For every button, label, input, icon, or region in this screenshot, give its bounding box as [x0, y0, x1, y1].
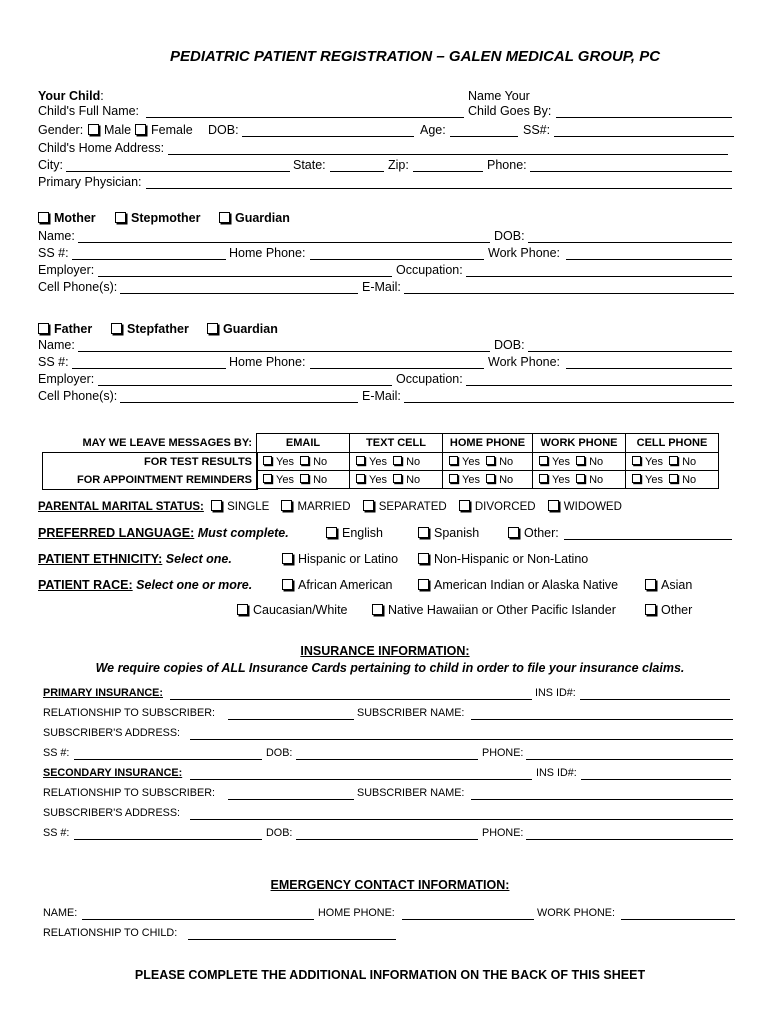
column-header: TEXT CELL [350, 434, 443, 453]
father-ss-label: SS #: [38, 355, 69, 369]
secondary-insurance-field[interactable] [190, 779, 532, 780]
primary-relationship-label: RELATIONSHIP TO SUBSCRIBER: [43, 707, 215, 719]
primary-dob-field[interactable] [296, 759, 478, 760]
yes-no-cell[interactable]: Yes No [626, 471, 719, 489]
secondary-subscriber-address-label: SUBSCRIBER'S ADDRESS: [43, 807, 181, 819]
checkbox-icon [237, 604, 248, 615]
messages-table [42, 433, 719, 489]
checkbox-icon[interactable] [356, 456, 365, 465]
mother-dob-field[interactable] [528, 242, 732, 243]
emergency-home-phone-field[interactable] [402, 919, 534, 920]
checkbox-icon [372, 604, 383, 615]
father-home-phone-label: Home Phone: [229, 355, 306, 369]
mother-occupation-label: Occupation: [396, 263, 463, 277]
checkbox-icon [111, 323, 122, 334]
phone-field[interactable] [530, 171, 732, 172]
primary-subscriber-name-field[interactable] [471, 719, 733, 720]
primary-ins-id-field[interactable] [580, 699, 730, 700]
primary-ss-label: SS #: [43, 747, 70, 759]
footer-note: PLEASE COMPLETE THE ADDITIONAL INFORMATION ON THE BACK OF THIS SHEET [134, 968, 646, 982]
checkbox-icon[interactable] [632, 474, 641, 483]
goes-by-label: Child Goes By: [468, 104, 552, 118]
checkbox-icon [508, 527, 519, 538]
city-field[interactable] [66, 171, 290, 172]
checkbox-icon [418, 579, 429, 590]
ethnicity-label: PATIENT ETHNICITY: Select one. [38, 552, 232, 566]
secondary-dob-label: DOB: [266, 827, 293, 839]
mother-cell-label: Cell Phone(s): [38, 280, 118, 294]
column-header: HOME PHONE [443, 434, 533, 453]
physician-label: Primary Physician: [38, 175, 142, 189]
checkbox-icon [38, 212, 49, 223]
ethnicity-option[interactable]: Non-Hispanic or Non-Latino [418, 552, 588, 566]
father-ss-field[interactable] [72, 368, 226, 369]
yes-no-cell[interactable]: Yes No [626, 453, 719, 471]
checkbox-icon [326, 527, 337, 538]
female-option[interactable]: Female [135, 123, 193, 137]
father-employer-label: Employer: [38, 372, 95, 386]
emergency-relationship-label: RELATIONSHIP TO CHILD: [43, 927, 178, 939]
ss-field[interactable] [554, 136, 734, 137]
page-title: PEDIATRIC PATIENT REGISTRATION – GALEN MEDICAL GROUP, PC [170, 48, 661, 65]
checkbox-icon[interactable] [449, 474, 458, 483]
messages-question: MAY WE LEAVE MESSAGES BY: [82, 437, 252, 449]
father-occupation-field[interactable] [466, 385, 732, 386]
stepfather-option[interactable]: Stepfather [111, 322, 189, 336]
checkbox-icon[interactable] [539, 456, 548, 465]
column-header: EMAIL [257, 434, 350, 453]
phone-label: Phone: [487, 158, 527, 172]
mother-home-phone-field[interactable] [310, 259, 484, 260]
checkbox-icon[interactable] [669, 456, 678, 465]
checkbox-icon [459, 500, 470, 511]
checkbox-icon[interactable] [300, 474, 309, 483]
mother-dob-label: DOB: [494, 229, 525, 243]
full-name-field[interactable] [146, 117, 464, 118]
male-option[interactable]: Male [88, 123, 131, 137]
yes-no-cell[interactable]: Yes No [533, 471, 626, 489]
primary-insurance-field[interactable] [170, 699, 532, 700]
secondary-phone-label: PHONE: [482, 827, 524, 839]
checkbox-icon [281, 500, 292, 511]
mother-ss-label: SS #: [38, 246, 69, 260]
yes-no-cell[interactable]: Yes No [533, 453, 626, 471]
checkbox-icon[interactable] [356, 474, 365, 483]
father-name-label: Name: [38, 338, 75, 352]
father-work-phone-field[interactable] [566, 368, 732, 369]
primary-dob-label: DOB: [266, 747, 293, 759]
yes-no-cell[interactable]: Yes No [350, 471, 443, 489]
marital-option[interactable]: MARRIED [281, 501, 350, 513]
father-option[interactable]: Father [38, 322, 92, 336]
dob-field[interactable] [242, 136, 414, 137]
mother-work-phone-field[interactable] [566, 259, 732, 260]
gender-label: Gender: [38, 123, 84, 137]
father-cell-field[interactable] [120, 402, 358, 403]
primary-ins-id-label: INS ID#: [535, 687, 576, 699]
secondary-ss-field[interactable] [74, 839, 262, 840]
emergency-name-field[interactable] [82, 919, 314, 920]
father-email-field[interactable] [404, 402, 734, 403]
row-label: FOR APPOINTMENT REMINDERS [77, 473, 252, 486]
father-dob-field[interactable] [528, 351, 732, 352]
checkbox-icon [418, 553, 429, 564]
language-other-field[interactable] [564, 539, 732, 540]
checkbox-icon [115, 212, 126, 223]
home-address-label: Child's Home Address: [38, 141, 165, 155]
checkbox-icon [282, 553, 293, 564]
name-your-label: Name Your [468, 89, 530, 103]
race-option[interactable]: American Indian or Alaska Native [418, 578, 618, 592]
emergency-relationship-field[interactable] [188, 939, 396, 940]
secondary-ins-id-field[interactable] [581, 779, 731, 780]
mother-option[interactable]: Mother [38, 211, 96, 225]
primary-subscriber-address-field[interactable] [190, 739, 733, 740]
mother-work-phone-label: Work Phone: [488, 246, 561, 260]
emergency-heading: EMERGENCY CONTACT INFORMATION: [270, 878, 510, 892]
zip-label: Zip: [388, 158, 409, 172]
checkbox-icon[interactable] [486, 474, 495, 483]
checkbox-icon [363, 500, 374, 511]
zip-field[interactable] [413, 171, 483, 172]
checkbox-icon[interactable] [393, 474, 402, 483]
secondary-insurance-label: SECONDARY INSURANCE: [43, 767, 183, 779]
checkbox-icon[interactable] [263, 474, 272, 483]
yes-no-cell[interactable]: Yes No [443, 471, 533, 489]
stepmother-option[interactable]: Stepmother [115, 211, 200, 225]
language-label: PREFERRED LANGUAGE: Must complete. [38, 526, 289, 540]
checkbox-icon[interactable] [486, 456, 495, 465]
father-guardian-option[interactable]: Guardian [207, 322, 278, 336]
ethnicity-option[interactable]: Hispanic or Latino [282, 552, 398, 566]
primary-subscriber-address-label: SUBSCRIBER'S ADDRESS: [43, 727, 181, 739]
father-dob-label: DOB: [494, 338, 525, 352]
secondary-subscriber-address-field[interactable] [190, 819, 733, 820]
checkbox-icon[interactable] [632, 456, 641, 465]
secondary-ins-id-label: INS ID#: [536, 767, 577, 779]
row-label: FOR TEST RESULTS [144, 455, 252, 468]
father-home-phone-field[interactable] [310, 368, 484, 369]
column-header: WORK PHONE [533, 434, 626, 453]
emergency-work-phone-label: WORK PHONE: [537, 907, 615, 919]
insurance-heading: INSURANCE INFORMATION: [300, 644, 470, 658]
marital-option[interactable]: SEPARATED [363, 501, 447, 513]
city-label: City: [38, 158, 63, 172]
checkbox-icon [548, 500, 559, 511]
secondary-subscriber-name-label: SUBSCRIBER NAME: [357, 787, 465, 799]
primary-relationship-field[interactable] [228, 719, 354, 720]
mother-email-label: E-Mail: [362, 280, 401, 294]
mother-employer-field[interactable] [98, 276, 392, 277]
race-option[interactable]: Asian [645, 578, 692, 592]
yes-no-cell[interactable]: Yes No [350, 453, 443, 471]
mother-cell-field[interactable] [120, 293, 358, 294]
checkbox-icon[interactable] [393, 456, 402, 465]
checkbox-icon [418, 527, 429, 538]
checkbox-icon[interactable] [300, 456, 309, 465]
primary-insurance-label: PRIMARY INSURANCE: [43, 687, 163, 699]
primary-phone-label: PHONE: [482, 747, 524, 759]
mother-occupation-field[interactable] [466, 276, 732, 277]
primary-subscriber-name-label: SUBSCRIBER NAME: [357, 707, 465, 719]
yes-no-cell[interactable]: Yes No [443, 453, 533, 471]
physician-field[interactable] [146, 188, 732, 189]
age-label: Age: [420, 123, 446, 137]
father-name-field[interactable] [78, 351, 490, 352]
home-address-field[interactable] [168, 154, 728, 155]
mother-ss-field[interactable] [72, 259, 226, 260]
language-option[interactable]: Spanish [418, 526, 479, 540]
checkbox-icon [88, 124, 99, 135]
father-occupation-label: Occupation: [396, 372, 463, 386]
mother-email-field[interactable] [404, 293, 734, 294]
marital-option[interactable]: SINGLE [211, 501, 269, 513]
marital-option[interactable]: DIVORCED [459, 501, 536, 513]
checkbox-icon[interactable] [539, 474, 548, 483]
state-label: State: [293, 158, 326, 172]
race-option[interactable]: African American [282, 578, 392, 592]
marital-row [38, 500, 622, 513]
checkbox-icon[interactable] [669, 474, 678, 483]
marital-label: PARENTAL MARITAL STATUS: [38, 501, 204, 513]
language-option[interactable]: Other: [508, 526, 559, 540]
mother-name-label: Name: [38, 229, 75, 243]
age-field[interactable] [450, 136, 518, 137]
secondary-phone-field[interactable] [526, 839, 733, 840]
column-header: CELL PHONE [626, 434, 719, 453]
ss-label: SS#: [523, 123, 551, 137]
checkbox-icon [645, 579, 656, 590]
secondary-subscriber-name-field[interactable] [471, 799, 733, 800]
secondary-ss-label: SS #: [43, 827, 70, 839]
checkbox-icon [282, 579, 293, 590]
insurance-note: We require copies of ALL Insurance Cards pertaining to child in order to file your insurance claims. [95, 661, 685, 675]
emergency-name-label: NAME: [43, 907, 78, 919]
checkbox-icon[interactable] [576, 456, 585, 465]
checkbox-icon [135, 124, 146, 135]
language-option[interactable]: English [326, 526, 383, 540]
child-heading: Your Child: [38, 89, 104, 103]
secondary-dob-field[interactable] [296, 839, 478, 840]
goes-by-field[interactable] [556, 117, 732, 118]
father-email-label: E-Mail: [362, 389, 401, 403]
checkbox-icon[interactable] [576, 474, 585, 483]
race-option[interactable]: Other [645, 603, 692, 617]
checkbox-icon [211, 500, 222, 511]
race-label: PATIENT RACE: Select one or more. [38, 578, 253, 592]
full-name-label: Child's Full Name: [38, 104, 140, 118]
yes-no-cell[interactable]: Yes No [257, 453, 350, 471]
secondary-relationship-label: RELATIONSHIP TO SUBSCRIBER: [43, 787, 215, 799]
emergency-work-phone-field[interactable] [621, 919, 735, 920]
emergency-home-phone-label: HOME PHONE: [318, 907, 395, 919]
primary-phone-field[interactable] [526, 759, 733, 760]
primary-ss-field[interactable] [74, 759, 262, 760]
state-field[interactable] [330, 171, 384, 172]
father-work-phone-label: Work Phone: [488, 355, 561, 369]
mother-name-field[interactable] [78, 242, 490, 243]
checkbox-icon [645, 604, 656, 615]
checkbox-icon[interactable] [263, 456, 272, 465]
marital-option[interactable]: WIDOWED [548, 501, 622, 513]
yes-no-cell[interactable]: Yes No [257, 471, 350, 489]
father-employer-field[interactable] [98, 385, 392, 386]
checkbox-icon [219, 212, 230, 223]
race-option[interactable]: Native Hawaiian or Other Pacific Islander [372, 603, 616, 617]
father-cell-label: Cell Phone(s): [38, 389, 118, 403]
race-option[interactable]: Caucasian/White [237, 603, 348, 617]
mother-home-phone-label: Home Phone: [229, 246, 306, 260]
checkbox-icon [207, 323, 218, 334]
secondary-relationship-field[interactable] [228, 799, 354, 800]
checkbox-icon[interactable] [449, 456, 458, 465]
mother-employer-label: Employer: [38, 263, 95, 277]
checkbox-icon [38, 323, 49, 334]
dob-label: DOB: [208, 123, 239, 137]
mother-guardian-option[interactable]: Guardian [219, 211, 290, 225]
